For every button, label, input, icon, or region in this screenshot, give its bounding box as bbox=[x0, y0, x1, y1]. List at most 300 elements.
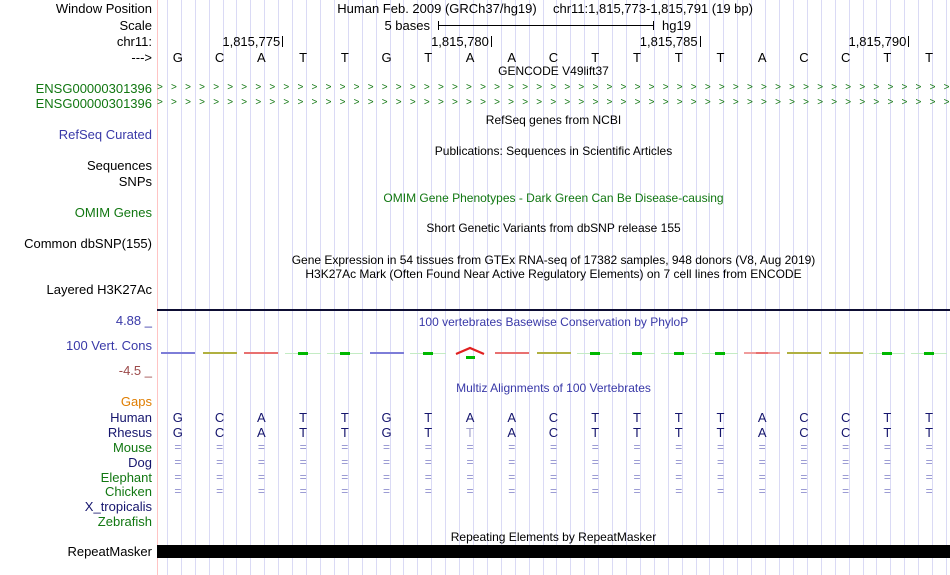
base-letter: = bbox=[424, 455, 432, 469]
base-letter: = bbox=[341, 470, 349, 484]
base-letter: A bbox=[757, 410, 767, 425]
right-arrow-icon: > bbox=[536, 97, 543, 108]
base-letter: = bbox=[216, 455, 224, 469]
scale-bar-right-tick bbox=[653, 21, 654, 30]
right-arrow-icon: > bbox=[831, 82, 838, 93]
scale-bar bbox=[438, 25, 653, 26]
right-arrow-icon: > bbox=[578, 97, 585, 108]
right-arrow-icon: > bbox=[451, 97, 458, 108]
right-arrow-icon: > bbox=[775, 97, 781, 108]
right-arrow-icon: > bbox=[845, 82, 852, 93]
base-letter: = bbox=[549, 484, 557, 498]
track-title-h3k27ac[interactable]: H3K27Ac Mark (Often Found Near Active Regulatory Elements) on 7 cell lines from ENCODE bbox=[305, 267, 802, 281]
base-letter: = bbox=[800, 470, 808, 484]
base-letter: = bbox=[466, 455, 474, 469]
wiggle-mark bbox=[495, 352, 529, 354]
base-letter: = bbox=[341, 484, 349, 498]
right-arrow-icon: > bbox=[676, 82, 683, 93]
multiz-species-label-x_tropicalis[interactable]: X_tropicalis bbox=[84, 499, 152, 514]
right-arrow-icon: > bbox=[437, 97, 444, 108]
base-letter: = bbox=[633, 484, 641, 498]
right-arrow-icon: > bbox=[887, 82, 894, 93]
right-arrow-icon: > bbox=[831, 97, 838, 108]
assembly-title: Human Feb. 2009 (GRCh37/hg19) bbox=[337, 1, 537, 16]
gene-label-ensg-1[interactable]: ENSG00000301396 bbox=[35, 81, 152, 96]
right-arrow-icon: > bbox=[564, 82, 571, 93]
base-letter: = bbox=[883, 484, 891, 498]
right-arrow-icon: > bbox=[157, 82, 163, 93]
right-arrow-icon: > bbox=[564, 97, 571, 108]
base-letter: = bbox=[383, 470, 391, 484]
base-letter: T bbox=[340, 50, 349, 65]
base-letter: = bbox=[216, 440, 224, 454]
base-letter: C bbox=[214, 410, 225, 425]
base-letter: T bbox=[925, 425, 934, 440]
wiggle-mark bbox=[298, 352, 308, 355]
wiggle-mark bbox=[756, 352, 768, 354]
base-letter: = bbox=[883, 440, 891, 454]
base-letter: C bbox=[548, 425, 559, 440]
wiggle-mark bbox=[340, 352, 350, 355]
base-letter: A bbox=[465, 50, 475, 65]
base-letter: = bbox=[883, 470, 891, 484]
base-letter: = bbox=[424, 440, 432, 454]
base-letter: = bbox=[341, 455, 349, 469]
ruler-tick-mark bbox=[908, 36, 909, 47]
right-arrow-icon: > bbox=[620, 82, 627, 93]
wiggle-mark bbox=[829, 352, 863, 354]
base-letter: T bbox=[591, 410, 600, 425]
base-letter: T bbox=[591, 425, 600, 440]
track-title-gencode[interactable]: GENCODE V49lift37 bbox=[498, 64, 609, 78]
scale-value: 5 bases bbox=[384, 18, 430, 33]
base-letter: = bbox=[341, 440, 349, 454]
multiz-species-label-chicken[interactable]: Chicken bbox=[105, 484, 152, 499]
base-letter: T bbox=[340, 425, 349, 440]
right-arrow-icon: > bbox=[227, 82, 234, 93]
right-arrow-icon: > bbox=[775, 82, 781, 93]
right-arrow-icon: > bbox=[732, 97, 739, 108]
base-letter: = bbox=[257, 484, 265, 498]
right-arrow-icon: > bbox=[283, 97, 290, 108]
gene-strand-arrows-2[interactable] bbox=[157, 97, 950, 109]
right-arrow-icon: > bbox=[395, 82, 402, 93]
right-arrow-icon: > bbox=[255, 82, 262, 93]
base-letter: = bbox=[508, 455, 516, 469]
right-arrow-icon: > bbox=[297, 97, 304, 108]
right-arrow-icon: > bbox=[508, 82, 515, 93]
base-letter: = bbox=[466, 470, 474, 484]
right-arrow-icon: > bbox=[845, 97, 852, 108]
base-letter: C bbox=[214, 50, 225, 65]
right-arrow-icon: > bbox=[269, 97, 276, 108]
right-arrow-icon: > bbox=[943, 97, 950, 108]
base-letter: G bbox=[172, 425, 183, 440]
window-position-label: Window Position bbox=[55, 1, 152, 16]
right-arrow-icon: > bbox=[367, 97, 374, 108]
right-arrow-icon: > bbox=[508, 97, 515, 108]
base-letter: T bbox=[633, 425, 641, 440]
base-letter: T bbox=[883, 410, 892, 425]
base-letter: = bbox=[675, 440, 683, 454]
base-letter: = bbox=[716, 470, 724, 484]
strand-arrow: ---> bbox=[131, 50, 152, 65]
right-arrow-icon: > bbox=[241, 82, 248, 93]
right-arrow-icon: > bbox=[494, 97, 500, 108]
right-arrow-icon: > bbox=[634, 97, 641, 108]
right-arrow-icon: > bbox=[325, 82, 332, 93]
track-label-snps[interactable]: SNPs bbox=[118, 174, 152, 189]
base-letter: T bbox=[299, 425, 308, 440]
base-letter: T bbox=[716, 50, 725, 65]
right-arrow-icon: > bbox=[437, 82, 444, 93]
base-letter: = bbox=[633, 440, 641, 454]
phylop-axis-min: -4.5 _ bbox=[118, 363, 152, 378]
right-arrow-icon: > bbox=[789, 97, 795, 108]
right-arrow-icon: > bbox=[311, 82, 318, 93]
right-arrow-icon: > bbox=[199, 82, 205, 93]
repeatmasker-element-bar[interactable] bbox=[157, 545, 950, 558]
base-letter: C bbox=[799, 410, 809, 425]
right-arrow-icon: > bbox=[662, 82, 669, 93]
right-arrow-icon: > bbox=[929, 97, 936, 108]
phylop-track-top-border bbox=[157, 309, 950, 311]
right-arrow-icon: > bbox=[648, 97, 655, 108]
base-letter: = bbox=[842, 440, 850, 454]
base-letter: = bbox=[299, 455, 307, 469]
right-arrow-icon: > bbox=[466, 97, 472, 108]
wiggle-mark bbox=[590, 352, 600, 355]
track-title-phylop[interactable]: 100 vertebrates Basewise Conservation by PhyloP bbox=[418, 315, 689, 329]
right-arrow-icon: > bbox=[817, 82, 824, 93]
right-arrow-icon: > bbox=[662, 97, 669, 108]
right-arrow-icon: > bbox=[803, 97, 809, 108]
wiggle-mark bbox=[423, 352, 433, 355]
base-letter: = bbox=[675, 470, 683, 484]
base-letter: = bbox=[299, 470, 307, 484]
right-arrow-icon: > bbox=[817, 97, 824, 108]
base-letter: = bbox=[633, 455, 641, 469]
right-arrow-icon: > bbox=[592, 97, 599, 108]
base-letter: = bbox=[216, 470, 224, 484]
right-arrow-icon: > bbox=[761, 82, 767, 93]
base-letter: = bbox=[591, 455, 599, 469]
right-arrow-icon: > bbox=[171, 97, 177, 108]
base-letter: A bbox=[757, 425, 767, 440]
wiggle-mark bbox=[787, 352, 821, 354]
base-letter: = bbox=[925, 455, 933, 469]
base-letter: = bbox=[549, 440, 557, 454]
ruler-tick-label: 1,815,790 bbox=[848, 34, 907, 49]
base-letter: = bbox=[716, 484, 724, 498]
right-arrow-icon: > bbox=[522, 97, 529, 108]
multiz-species-label-rhesus[interactable]: Rhesus bbox=[107, 425, 152, 440]
right-arrow-icon: > bbox=[339, 97, 346, 108]
track-label-dbsnp[interactable]: Common dbSNP(155) bbox=[24, 236, 152, 251]
wiggle-mark bbox=[466, 356, 475, 359]
scale-assembly: hg19 bbox=[662, 18, 691, 33]
base-letter: T bbox=[883, 425, 892, 440]
ruler-tick-label: 1,815,780 bbox=[431, 34, 489, 49]
right-arrow-icon: > bbox=[648, 82, 655, 93]
track-label-sequences[interactable]: Sequences bbox=[86, 158, 152, 173]
base-letter: = bbox=[842, 484, 850, 498]
base-letter: T bbox=[674, 50, 683, 65]
base-letter: A bbox=[257, 410, 266, 425]
wiggle-mark bbox=[370, 352, 404, 354]
base-letter: = bbox=[257, 470, 265, 484]
multiz-species-label-gaps[interactable]: Gaps bbox=[120, 394, 152, 409]
right-arrow-icon: > bbox=[213, 82, 220, 93]
right-arrow-icon: > bbox=[213, 97, 220, 108]
base-letter: = bbox=[758, 484, 766, 498]
base-letter: = bbox=[216, 484, 224, 498]
base-letter: = bbox=[508, 440, 516, 454]
base-letter: = bbox=[800, 484, 808, 498]
right-arrow-icon: > bbox=[943, 82, 950, 93]
base-letter: C bbox=[548, 50, 559, 65]
base-letter: T bbox=[633, 50, 641, 65]
right-arrow-icon: > bbox=[704, 82, 711, 93]
base-letter: = bbox=[424, 470, 432, 484]
base-letter: T bbox=[716, 410, 725, 425]
base-letter: = bbox=[758, 455, 766, 469]
right-arrow-icon: > bbox=[311, 97, 318, 108]
scale-bar-left-tick bbox=[438, 21, 439, 30]
right-arrow-icon: > bbox=[690, 97, 697, 108]
base-letter: = bbox=[466, 484, 474, 498]
wiggle-mark bbox=[161, 352, 195, 354]
right-arrow-icon: > bbox=[367, 82, 374, 93]
base-letter: = bbox=[549, 455, 557, 469]
right-arrow-icon: > bbox=[494, 82, 500, 93]
multiz-species-label-mouse[interactable]: Mouse bbox=[112, 440, 152, 455]
wiggle-mark bbox=[244, 352, 278, 354]
base-letter: = bbox=[925, 440, 933, 454]
base-letter: = bbox=[758, 440, 766, 454]
right-arrow-icon: > bbox=[451, 82, 458, 93]
base-letter: T bbox=[424, 50, 433, 65]
right-arrow-icon: > bbox=[718, 82, 725, 93]
chrom-label: chr11: bbox=[116, 34, 152, 49]
base-letter: = bbox=[591, 440, 599, 454]
base-letter: A bbox=[257, 50, 266, 65]
base-letter: = bbox=[424, 484, 432, 498]
base-letter: = bbox=[257, 440, 265, 454]
base-letter: T bbox=[925, 50, 934, 65]
base-letter: G bbox=[172, 410, 183, 425]
base-letter: = bbox=[675, 455, 683, 469]
base-letter: = bbox=[174, 470, 182, 484]
base-letter: = bbox=[758, 470, 766, 484]
right-arrow-icon: > bbox=[901, 97, 908, 108]
right-arrow-icon: > bbox=[522, 82, 529, 93]
right-arrow-icon: > bbox=[578, 82, 585, 93]
base-letter: = bbox=[299, 440, 307, 454]
track-label-phylop[interactable]: 100 Vert. Cons bbox=[66, 338, 152, 353]
right-arrow-icon: > bbox=[901, 82, 908, 93]
ruler-tick-label: 1,815,775 bbox=[222, 34, 281, 49]
right-arrow-icon: > bbox=[353, 97, 360, 108]
right-arrow-icon: > bbox=[241, 97, 248, 108]
base-letter: = bbox=[383, 440, 391, 454]
track-label-omim-genes[interactable]: OMIM Genes bbox=[74, 205, 152, 220]
right-arrow-icon: > bbox=[873, 97, 880, 108]
base-letter: A bbox=[507, 50, 517, 65]
right-arrow-icon: > bbox=[227, 97, 234, 108]
right-arrow-icon: > bbox=[620, 97, 627, 108]
wiggle-mark bbox=[924, 352, 934, 355]
right-arrow-icon: > bbox=[423, 82, 430, 93]
right-arrow-icon: > bbox=[325, 97, 332, 108]
wiggle-mark bbox=[674, 352, 684, 355]
base-letter: = bbox=[383, 455, 391, 469]
multiz-species-label-human[interactable]: Human bbox=[110, 410, 152, 425]
right-arrow-icon: > bbox=[269, 82, 276, 93]
base-letter: T bbox=[299, 410, 308, 425]
track-title-refseq[interactable]: RefSeq genes from NCBI bbox=[485, 113, 622, 127]
right-arrow-icon: > bbox=[255, 97, 262, 108]
right-arrow-icon: > bbox=[550, 97, 557, 108]
base-letter: = bbox=[842, 470, 850, 484]
track-title-gtex[interactable]: Gene Expression in 54 tissues from GTEx RNA-seq of 17382 samples, 948 donors (V8, Aug 2019) bbox=[291, 253, 816, 267]
right-arrow-icon: > bbox=[634, 82, 641, 93]
right-arrow-icon: > bbox=[859, 97, 866, 108]
base-letter: = bbox=[925, 484, 933, 498]
gene-label-ensg-2[interactable]: ENSG00000301396 bbox=[35, 96, 152, 111]
base-letter: T bbox=[674, 425, 683, 440]
ruler-tick-label: 1,815,785 bbox=[639, 34, 698, 49]
multiz-species-label-zebrafish[interactable]: Zebrafish bbox=[97, 514, 152, 529]
base-letter: G bbox=[381, 50, 392, 65]
track-label-refseq-curated[interactable]: RefSeq Curated bbox=[58, 127, 152, 142]
base-letter: T bbox=[674, 410, 683, 425]
base-letter: = bbox=[675, 484, 683, 498]
base-letter: = bbox=[466, 440, 474, 454]
right-arrow-icon: > bbox=[536, 82, 543, 93]
right-arrow-icon: > bbox=[606, 82, 613, 93]
base-letter: = bbox=[299, 484, 307, 498]
base-letter: = bbox=[925, 470, 933, 484]
base-letter: = bbox=[174, 484, 182, 498]
multiz-species-label-elephant[interactable]: Elephant bbox=[100, 470, 152, 485]
gene-strand-arrows-1[interactable] bbox=[157, 82, 950, 94]
base-letter: T bbox=[716, 425, 725, 440]
base-letter: A bbox=[465, 410, 475, 425]
base-letter: = bbox=[800, 440, 808, 454]
base-letter: = bbox=[883, 455, 891, 469]
right-arrow-icon: > bbox=[409, 82, 416, 93]
base-letter: G bbox=[381, 425, 392, 440]
right-arrow-icon: > bbox=[732, 82, 739, 93]
multiz-species-label-dog[interactable]: Dog bbox=[128, 455, 152, 470]
base-letter: T bbox=[633, 410, 641, 425]
base-letter: = bbox=[591, 484, 599, 498]
base-letter: T bbox=[591, 50, 600, 65]
track-title-multiz[interactable]: Multiz Alignments of 100 Vertebrates bbox=[456, 381, 651, 395]
right-arrow-icon: > bbox=[718, 97, 725, 108]
right-arrow-icon: > bbox=[480, 97, 486, 108]
right-arrow-icon: > bbox=[171, 82, 177, 93]
right-arrow-icon: > bbox=[803, 82, 809, 93]
right-arrow-icon: > bbox=[690, 82, 697, 93]
right-arrow-icon: > bbox=[789, 82, 795, 93]
right-arrow-icon: > bbox=[746, 82, 753, 93]
right-arrow-icon: > bbox=[550, 82, 557, 93]
track-title-omim[interactable]: OMIM Gene Phenotypes - Dark Green Can Be Disease-causing bbox=[383, 191, 724, 205]
base-letter: = bbox=[257, 455, 265, 469]
base-letter: = bbox=[508, 484, 516, 498]
right-arrow-icon: > bbox=[185, 97, 191, 108]
track-title-dbsnp[interactable]: Short Genetic Variants from dbSNP release 155 bbox=[426, 221, 681, 235]
base-letter: = bbox=[508, 470, 516, 484]
ruler-tick-mark bbox=[282, 36, 283, 47]
base-letter: C bbox=[214, 425, 225, 440]
base-letter: = bbox=[383, 484, 391, 498]
right-arrow-icon: > bbox=[915, 82, 922, 93]
base-letter: T bbox=[466, 425, 474, 440]
base-letter: A bbox=[507, 425, 517, 440]
base-letter: = bbox=[174, 455, 182, 469]
right-arrow-icon: > bbox=[746, 97, 753, 108]
base-letter: G bbox=[172, 50, 183, 65]
base-letter: C bbox=[799, 425, 809, 440]
right-arrow-icon: > bbox=[704, 97, 711, 108]
wiggle-mark bbox=[882, 352, 892, 355]
base-letter: T bbox=[883, 50, 892, 65]
scale-label: Scale bbox=[119, 18, 152, 33]
right-arrow-icon: > bbox=[480, 82, 486, 93]
right-arrow-icon: > bbox=[283, 82, 290, 93]
right-arrow-icon: > bbox=[185, 82, 191, 93]
track-title-publications[interactable]: Publications: Sequences in Scientific Articles bbox=[434, 144, 673, 158]
wiggle-mark bbox=[203, 352, 237, 354]
base-letter: C bbox=[840, 50, 851, 65]
wiggle-mark bbox=[715, 352, 725, 355]
base-letter: C bbox=[548, 410, 559, 425]
right-arrow-icon: > bbox=[423, 97, 430, 108]
right-arrow-icon: > bbox=[381, 97, 388, 108]
base-letter: A bbox=[257, 425, 266, 440]
base-letter: G bbox=[381, 410, 392, 425]
wiggle-peak-caret bbox=[454, 346, 486, 356]
right-arrow-icon: > bbox=[592, 82, 599, 93]
ruler-tick-mark bbox=[700, 36, 701, 47]
wiggle-mark bbox=[537, 352, 571, 354]
base-letter: = bbox=[591, 470, 599, 484]
track-title-repeatmasker[interactable]: Repeating Elements by RepeatMasker bbox=[450, 530, 657, 544]
base-letter: T bbox=[340, 410, 349, 425]
track-label-repeatmasker[interactable]: RepeatMasker bbox=[67, 544, 152, 559]
right-arrow-icon: > bbox=[761, 97, 767, 108]
right-arrow-icon: > bbox=[915, 97, 922, 108]
track-label-h3k27ac[interactable]: Layered H3K27Ac bbox=[46, 282, 152, 297]
base-letter: T bbox=[424, 425, 433, 440]
base-letter: = bbox=[633, 470, 641, 484]
ruler-tick-mark bbox=[491, 36, 492, 47]
right-arrow-icon: > bbox=[676, 97, 683, 108]
base-letter: T bbox=[424, 410, 433, 425]
base-letter: C bbox=[840, 425, 851, 440]
wiggle-mark bbox=[632, 352, 642, 355]
base-letter: = bbox=[842, 455, 850, 469]
right-arrow-icon: > bbox=[873, 82, 880, 93]
right-arrow-icon: > bbox=[297, 82, 304, 93]
base-letter: A bbox=[757, 50, 767, 65]
right-arrow-icon: > bbox=[381, 82, 388, 93]
right-arrow-icon: > bbox=[199, 97, 205, 108]
base-letter: T bbox=[925, 410, 934, 425]
